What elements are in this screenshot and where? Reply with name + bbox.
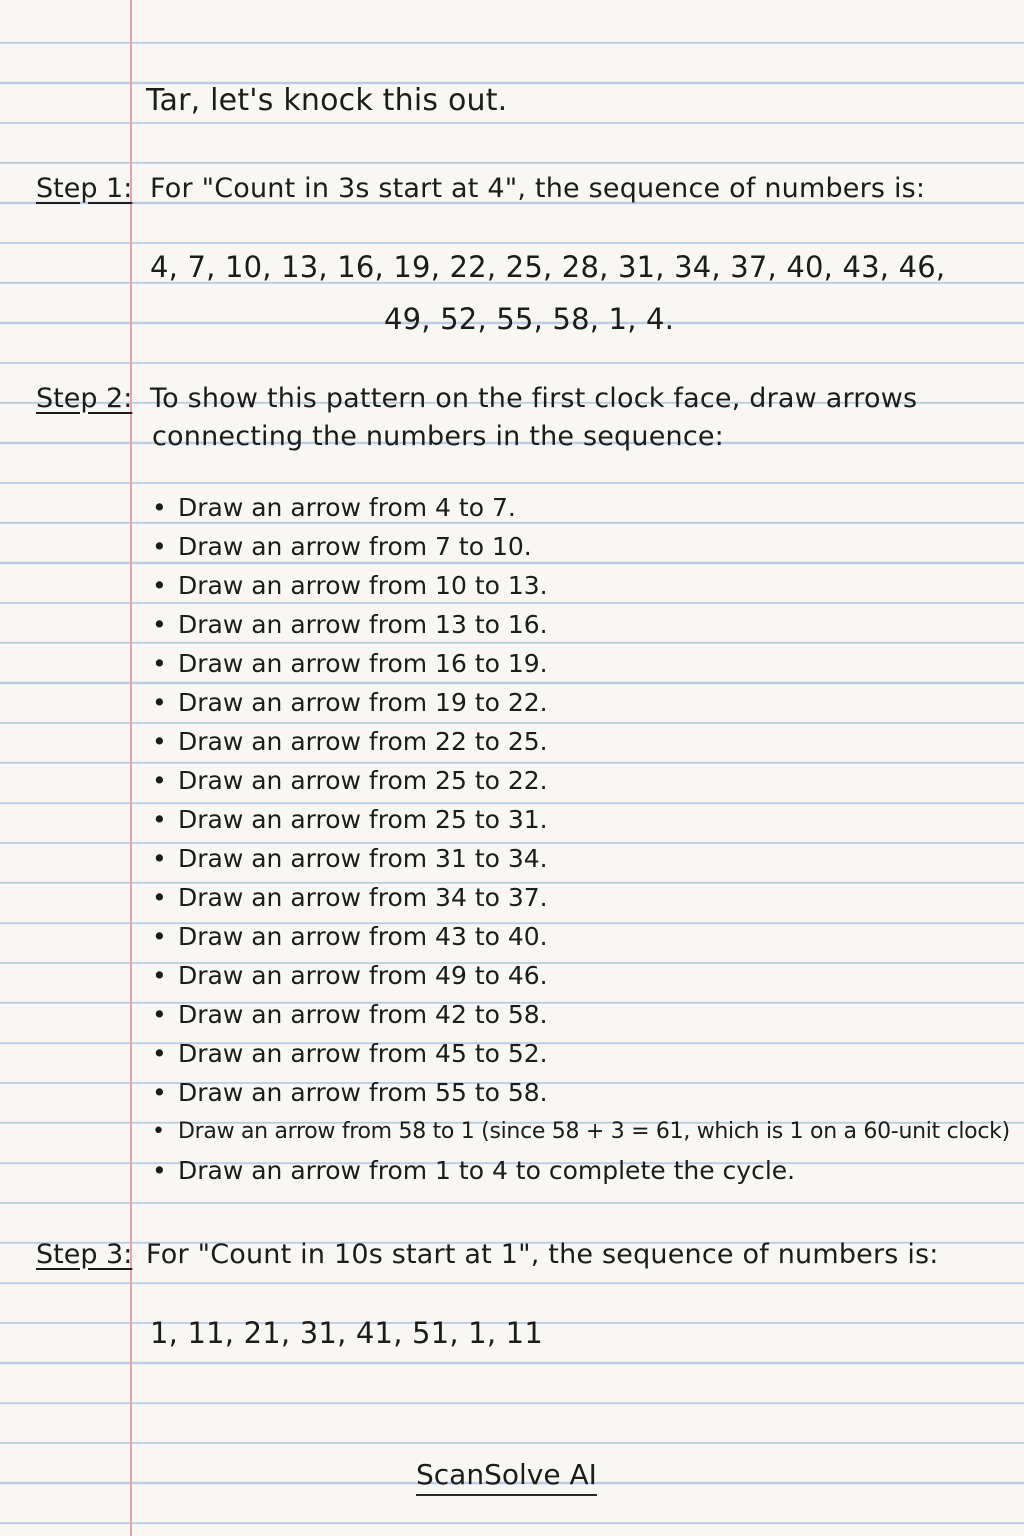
list-item: • Draw an arrow from 55 to 58.	[152, 1073, 1010, 1112]
list-item: • Draw an arrow from 4 to 7.	[152, 488, 1010, 527]
list-item: • Draw an arrow from 13 to 16.	[152, 605, 1010, 644]
list-item: • Draw an arrow from 34 to 37.	[152, 878, 1010, 917]
step-3-text: For "Count in 10s start at 1", the sequence of numbers is:	[146, 1239, 939, 1270]
step-1-text: For "Count in 3s start at 4", the sequence of numbers is:	[150, 173, 926, 204]
arrow-instructions-list	[152, 488, 1010, 1190]
list-item: • Draw an arrow from 25 to 22.	[152, 761, 1010, 800]
margin-line	[130, 0, 132, 1536]
step-2-text-line-2: connecting the numbers in the sequence:	[152, 421, 724, 452]
step-1-sequence-line-2: 49, 52, 55, 58, 1, 4.	[384, 302, 675, 336]
list-item: • Draw an arrow from 58 to 1 (since 58 + 3 = 61, which is 1 on a 60-unit clock)	[152, 1112, 1010, 1151]
list-item: • Draw an arrow from 19 to 22.	[152, 683, 1010, 722]
step-3-sequence: 1, 11, 21, 31, 41, 51, 1, 11	[150, 1316, 543, 1350]
step-1-sequence-line-1: 4, 7, 10, 13, 16, 19, 22, 25, 28, 31, 34, 37, 40, 43, 46,	[150, 250, 946, 284]
greeting-text: Tar, let's knock this out.	[146, 83, 508, 118]
list-item: • Draw an arrow from 43 to 40.	[152, 917, 1010, 956]
list-item: • Draw an arrow from 1 to 4 to complete the cycle.	[152, 1151, 1010, 1190]
list-item: • Draw an arrow from 25 to 31.	[152, 800, 1010, 839]
signature: ScanSolve AI	[416, 1458, 597, 1496]
list-item: • Draw an arrow from 31 to 34.	[152, 839, 1010, 878]
step-1-label: Step 1:	[36, 173, 133, 204]
list-item: • Draw an arrow from 16 to 19.	[152, 644, 1010, 683]
list-item: • Draw an arrow from 49 to 46.	[152, 956, 1010, 995]
list-item: • Draw an arrow from 42 to 58.	[152, 995, 1010, 1034]
list-item: • Draw an arrow from 7 to 10.	[152, 527, 1010, 566]
step-2-label: Step 2:	[36, 383, 133, 414]
step-2-text-line-1: To show this pattern on the first clock face, draw arrows	[150, 383, 918, 414]
step-3-label: Step 3:	[36, 1239, 133, 1270]
list-item: • Draw an arrow from 22 to 25.	[152, 722, 1010, 761]
list-item: • Draw an arrow from 10 to 13.	[152, 566, 1010, 605]
list-item: • Draw an arrow from 45 to 52.	[152, 1034, 1010, 1073]
